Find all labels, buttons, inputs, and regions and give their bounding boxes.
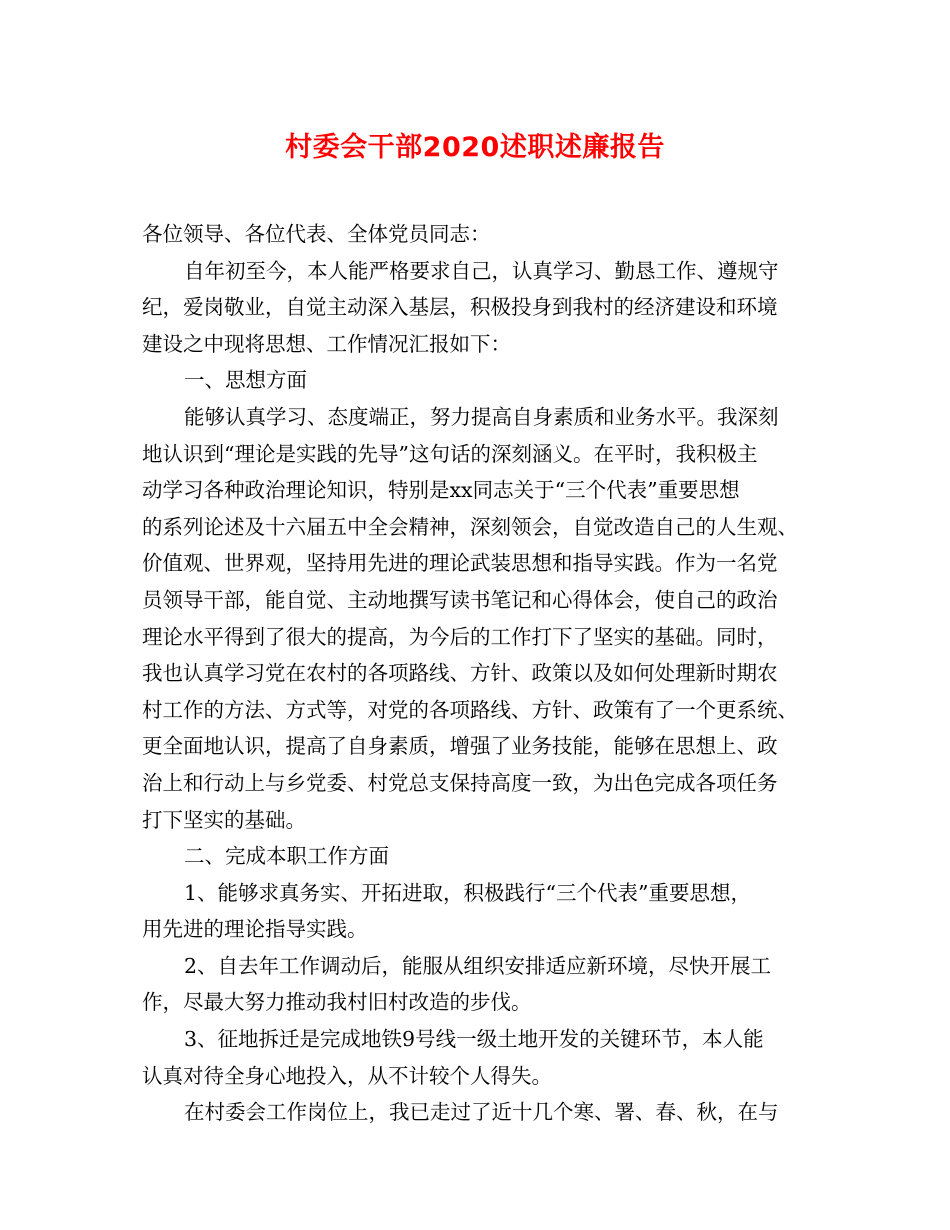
paragraph-line: 自年初至今，本人能严格要求自己，认真学习、勤恳工作、遵规守 — [184, 258, 779, 283]
paragraph-line: 作，尽最大努力推动我村旧村改造的步伐。 — [142, 990, 532, 1015]
paragraph-line: 能够认真学习、态度端正，努力提高自身素质和业务水平。我深刻 — [184, 404, 779, 429]
paragraph-line: 地认识到“理论是实践的先导”这句话的深刻涵义。在平时，我积极主 — [142, 441, 758, 466]
paragraph-line: 理论水平得到了很大的提高，为今后的工作打下了坚实的基础。同时， — [142, 624, 778, 649]
paragraph-line: 治上和行动上与乡党委、村党总支保持高度一致，为出色完成各项任务 — [142, 770, 778, 795]
paragraph-line: 各位领导、各位代表、全体党员同志： — [142, 222, 491, 246]
paragraph-line: 建设之中现将思想、工作情况汇报如下： — [142, 331, 511, 356]
paragraph-line: 更全面地认识，提高了自身素质，增强了业务技能，能够在思想上、政 — [142, 734, 778, 759]
paragraph-line: 动学习各种政治理论知识，特别是xx同志关于“三个代表”重要思想 — [142, 478, 740, 503]
paragraph-line: 在村委会工作岗位上，我已走过了近十几个寒、署、春、秋，在与 — [184, 1100, 779, 1125]
paragraph-line: 1、能够求真务实、开拓进取，积极践行“三个代表”重要思想， — [184, 880, 752, 905]
paragraph-line: 纪，爱岗敬业，自觉主动深入基层，积极投身到我村的经济建设和环境 — [142, 295, 778, 320]
paragraph-line: 2、自去年工作调动后，能服从组织安排适应新环境，尽快开展工 — [184, 953, 772, 978]
paragraph-line: 我也认真学习党在农村的各项路线、方针、政策以及如何处理新时期农 — [142, 661, 778, 686]
paragraph-line: 3、征地拆迁是完成地铁9号线一级土地开发的关键环节，本人能 — [184, 1027, 764, 1052]
document-title: 村委会干部2020述职述廉报告 — [285, 132, 665, 163]
paragraph-line: 二、完成本职工作方面 — [184, 844, 389, 869]
paragraph-line: 的系列论述及十六届五中全会精神，深刻领会，自觉改造自己的人生观、 — [142, 514, 798, 539]
document-body — [142, 216, 827, 1131]
paragraph-line: 村工作的方法、方式等，对党的各项路线、方针、政策有了一个更系统、 — [142, 697, 798, 722]
paragraph-line: 价值观、世界观，坚持用先进的理论武装思想和指导实践。作为一名党 — [142, 551, 778, 576]
paragraph-line: 认真对待全身心地投入，从不计较个人得失。 — [142, 1063, 552, 1088]
paragraph-line: 员领导干部，能自觉、主动地撰写读书笔记和心得体会，使自己的政治 — [142, 587, 778, 612]
paragraph-line: 一、思想方面 — [184, 368, 307, 393]
paragraph-line: 用先进的理论指导实践。 — [142, 917, 368, 942]
paragraph-line: 打下坚实的基础。 — [142, 807, 306, 832]
